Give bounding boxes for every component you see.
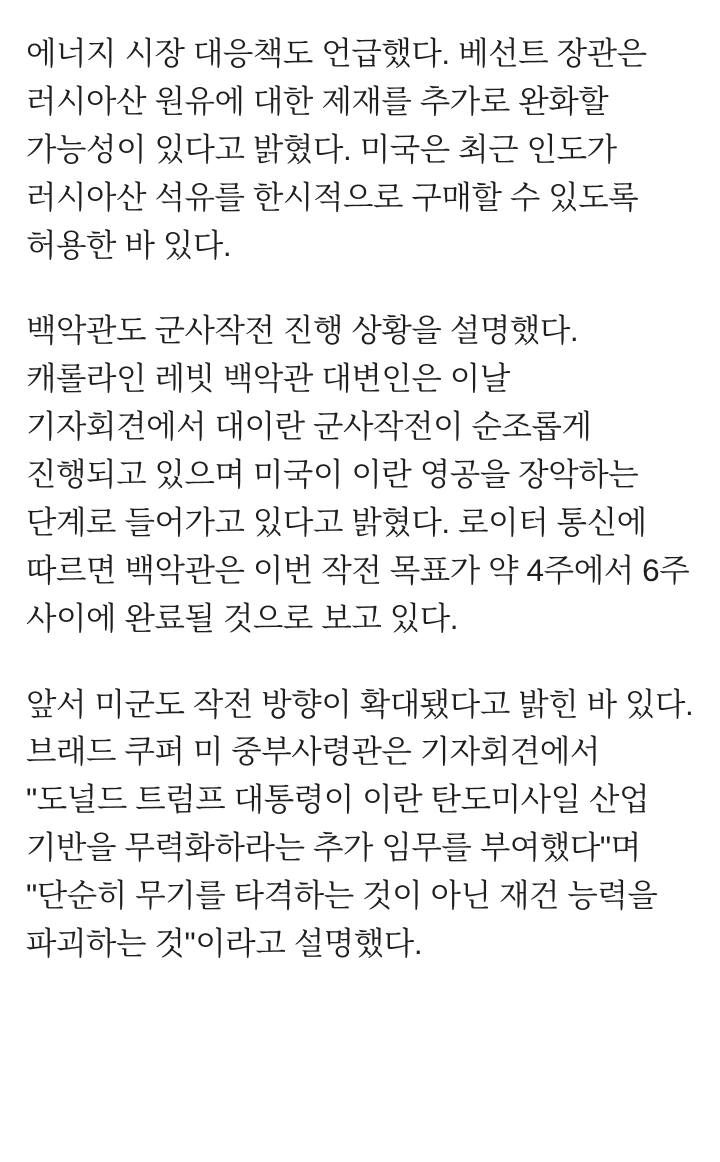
article-paragraph-1: 에너지 시장 대응책도 언급했다. 베선트 장관은 러시아산 원유에 대한 제재를 추가로 완화할 가능성이 있다고 밝혔다. 미국은 최근 인도가 러시아산 석유를 한시적으로 구매할 수 있도록 허용한 바 있다. [26, 35, 656, 263]
article-paragraph-2: 백악관도 군사작전 진행 상황을 설명했다. 캐롤라인 레빗 백악관 대변인은 이날 기자회견에서 대이란 군사작전이 순조롭게 진행되고 있으며 미국이 이란 영공을 장악하는 단계로 들어가고 있다고 밝혔다. 로이터 통신에 따르면 백악관은 이번 작전 목표가 약 4주에서 6주 사이에 완료될 것으로 보고 있다. [26, 312, 698, 636]
article-paragraph-3: 앞서 미군도 작전 방향이 확대됐다고 밝힌 바 있다. 브래드 쿠퍼 미 중부사령관은 기자회견에서 "도널드 트럼프 대통령이 이란 탄도미사일 산업 기반을 무력화하라는 추가 임무를 부여했다"며 "단순히 무기를 타격하는 것이 아닌 재건 능력을 파괴하는 것"이라고 설명했다. [26, 685, 702, 961]
